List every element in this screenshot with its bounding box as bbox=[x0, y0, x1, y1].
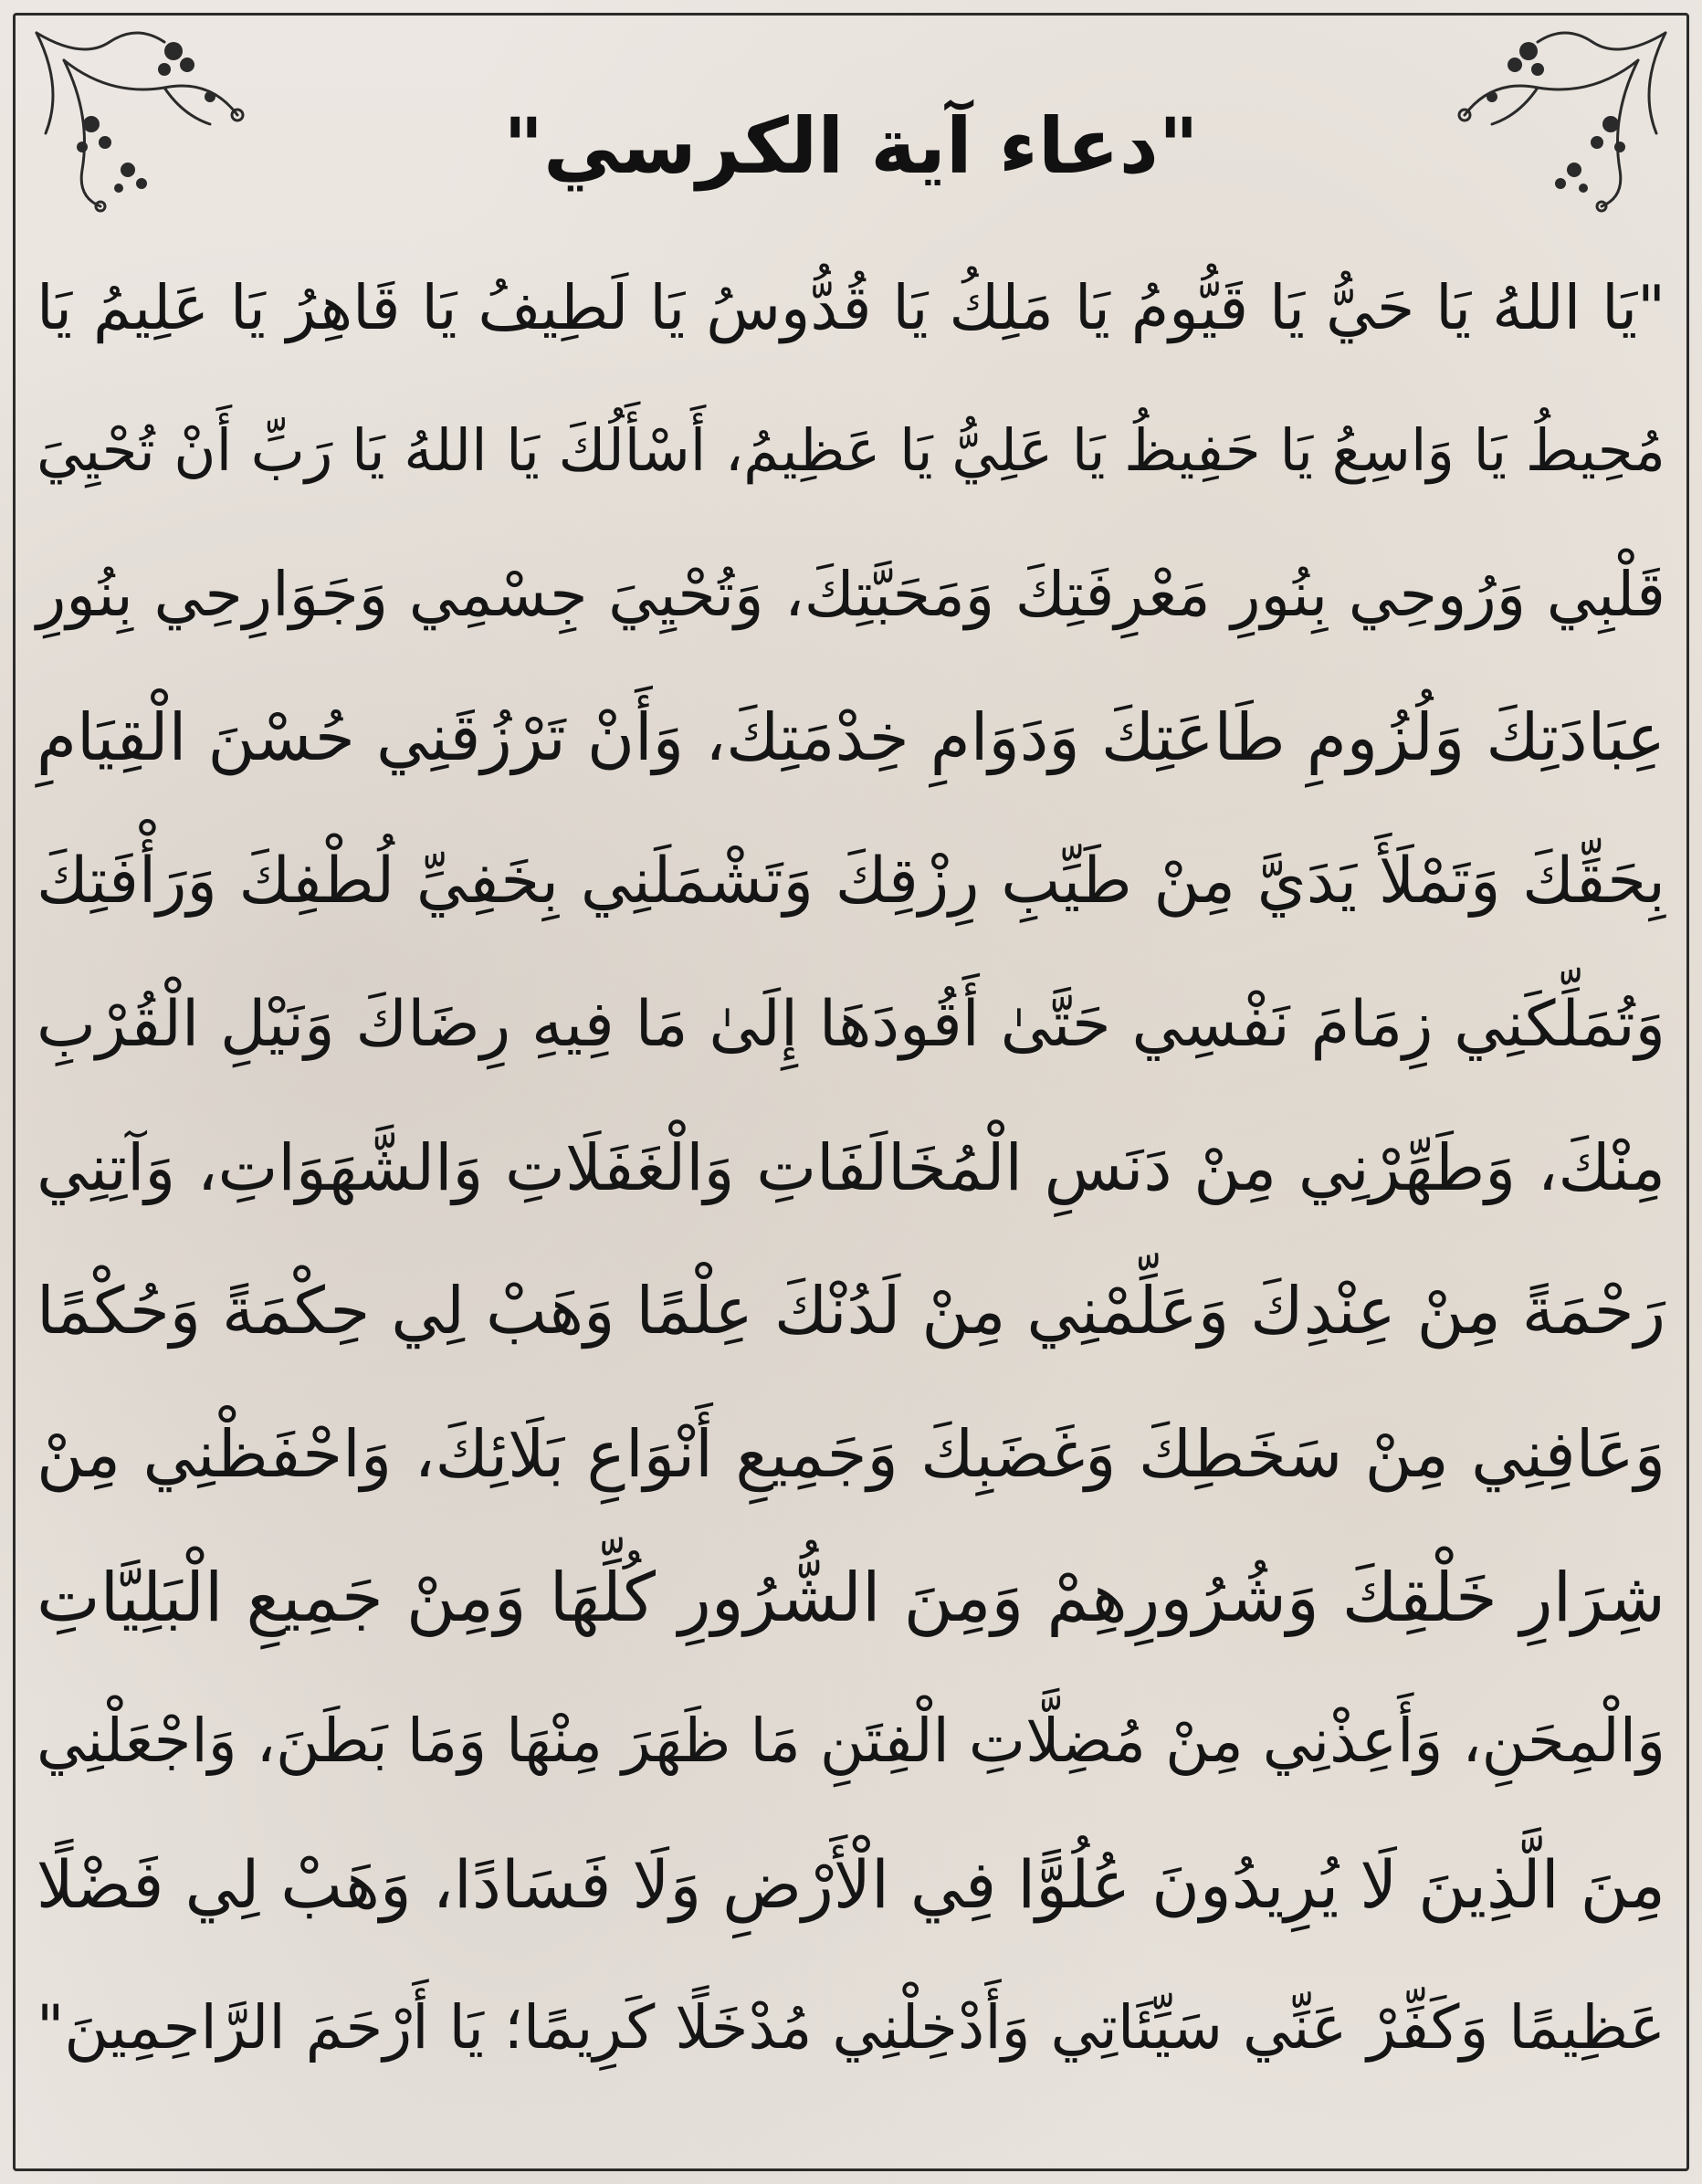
prayer-line: بِحَقِّكَ وَتَمْلَأَ يَدَيَّ مِنْ طَيِّبِ رِزْقِكَ وَتَشْمَلَنِي بِخَفِيِّ لُطْفِكَ وَرَأْفَتِكَ bbox=[37, 845, 1665, 918]
prayer-line: عِبَادَتِكَ وَلُزُومِ طَاعَتِكَ وَدَوَامِ خِدْمَتِكَ، وَأَنْ تَرْزُقَنِي حُسْنَ الْقِيَامِ bbox=[37, 699, 1665, 775]
prayer-line: وَعَافِنِي مِنْ سَخَطِكَ وَغَضَبِكَ وَجَمِيعِ أَنْوَاعِ بَلَائِكَ، وَاحْفَظْنِي مِنْ bbox=[37, 1416, 1665, 1492]
prayer-line: مُحِيطُ يَا وَاسِعُ يَا حَفِيظُ يَا عَلِيُّ يَا عَظِيمُ، أَسْأَلُكَ يَا اللهُ يَا رَبِّ أَنْ تُحْيِيَ bbox=[37, 417, 1665, 484]
prayer-line: مِنْكَ، وَطَهِّرْنِي مِنْ دَنَسِ الْمُخَالَفَاتِ وَالْغَفَلَاتِ وَالشَّهَوَاتِ، وَآتِنِي bbox=[37, 1130, 1665, 1205]
prayer-line: قَلْبِي وَرُوحِي بِنُورِ مَعْرِفَتِكَ وَمَحَبَّتِكَ، وَتُحْيِيَ جِسْمِي وَجَوَارِحِي بِنُورِ bbox=[37, 559, 1665, 630]
prayer-line: رَحْمَةً مِنْ عِنْدِكَ وَعَلِّمْنِي مِنْ لَدُنْكَ عِلْمًا وَهَبْ لِي حِكْمَةً وَحُكْمًا bbox=[37, 1273, 1665, 1349]
prayer-line: "يَا اللهُ يَا حَيُّ يَا قَيُّومُ يَا مَلِكُ يَا قُدُّوسُ يَا لَطِيفُ يَا قَاهِرُ يَا عَلِيمُ يَا bbox=[37, 272, 1665, 343]
prayer-line: مِنَ الَّذِينَ لَا يُرِيدُونَ عُلُوًّا فِي الْأَرْضِ وَلَا فَسَادًا، وَهَبْ لِي فَضْلًا bbox=[36, 1846, 1665, 1923]
prayer-line: وَتُمَلِّكَنِي زِمَامَ نَفْسِي حَتَّىٰ أَقُودَهَا إِلَىٰ مَا فِيهِ رِضَاكَ وَنَيْلِ الْقُرْبِ bbox=[37, 988, 1665, 1061]
prayer-line: وَالْمِحَنِ، وَأَعِذْنِي مِنْ مُضِلَّاتِ الْفِتَنِ مَا ظَهَرَ مِنْهَا وَمَا بَطَنَ، وَاجْعَلْنِي bbox=[37, 1706, 1665, 1776]
prayer-line: عَظِيمًا وَكَفِّرْ عَنِّي سَيِّئَاتِي وَأَدْخِلْنِي مُدْخَلًا كَرِيمًا؛ يَا أَرْحَمَ الرَّاحِمِينَ" bbox=[37, 1992, 1665, 2063]
page-title: "دعاء آية الكرسي" bbox=[503, 101, 1199, 191]
prayer-line: شِرَارِ خَلْقِكَ وَشُرُورِهِمْ وَمِنَ الشُّرُورِ كُلِّهَا وَمِنْ جَمِيعِ الْبَلِيَّاتِ bbox=[37, 1559, 1665, 1637]
prayer-text bbox=[37, 239, 1665, 2103]
